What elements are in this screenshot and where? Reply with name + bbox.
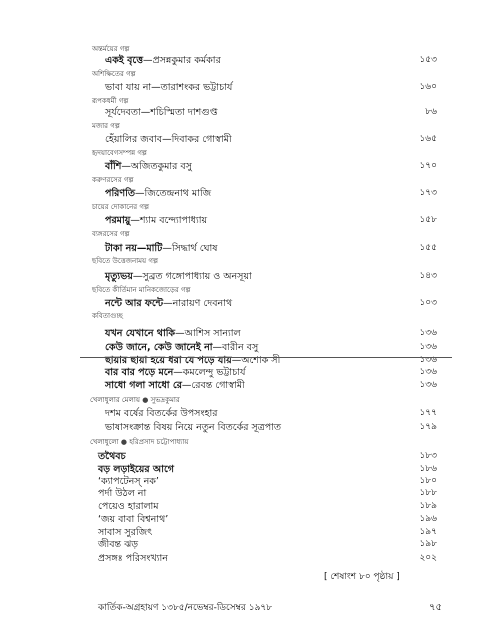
entry-title-bold: সাধো গলা সাধো রে <box>105 380 182 391</box>
entry-title <box>105 189 211 199</box>
entry-title <box>105 299 232 309</box>
section-heading: ছবিতে উত্তেজনাময় গল্প <box>92 257 158 265</box>
entry-title <box>105 216 207 226</box>
entry-author: —অজিতকুমার বসু <box>121 161 192 172</box>
entry-author: ‘ক্যাপটেনস্ নক’ <box>98 476 159 487</box>
entry-title-bold: বাঁশি <box>105 161 122 172</box>
section-heading: রূপকধর্মী গল্প <box>92 97 129 105</box>
entry-title-bold: টাকা নয়—মাটি <box>105 243 163 254</box>
entry-title <box>105 83 232 93</box>
section-heading: অন্তর্ময়ের গল্প <box>92 45 130 53</box>
entry-title <box>105 272 252 282</box>
issue-date: কার্তিক-অগ্রহায়ণ ১৩৮৫/নভেম্বর-ডিসেম্বর ১৯৭৮ <box>98 603 273 613</box>
entry-author: —অশোক সী <box>231 355 281 366</box>
entry-title <box>98 489 146 499</box>
section-heading: খেলাধুলো ● হরিপ্রসাদ চট্টোপাধ্যায় <box>90 438 189 446</box>
entry-page-number: ১৩৬ <box>419 355 437 365</box>
entry-title-bold: মৃত্যুভয় <box>105 271 133 282</box>
entry-page-number: ১৩৬ <box>419 342 437 352</box>
section-heading: করুণরসের গল্প <box>92 176 134 184</box>
entry-page-number: ১৭০ <box>419 161 437 171</box>
entry-author: হেঁয়ালির জবাব—দিবাকর গোস্বামী <box>105 134 232 145</box>
entry-author: প্রসঙ্গঃ পরিসংখ্যান <box>98 553 168 564</box>
entry-title <box>98 540 138 550</box>
entry-title-bold: ছায়ার ছায়া হয়ে ধরা যে পড়ে যায় <box>105 355 232 366</box>
entry-title <box>105 343 258 353</box>
entry-title <box>105 329 241 339</box>
entry-page-number: ১৩৬ <box>419 328 437 338</box>
entry-title <box>105 423 281 433</box>
entry-page-number: ১৫৮ <box>419 215 437 225</box>
entry-page-number: ১৯৭ <box>419 527 437 537</box>
bracket-open: [ <box>324 572 331 582</box>
entry-page-number: ১৬৫ <box>419 134 437 144</box>
section-heading: হৃদয়াবেগসম্পন্ন গল্প <box>92 149 147 157</box>
entry-page-number: ১৮৮ <box>419 488 437 498</box>
entry-author: —সুব্রত গঙ্গোপাধ্যায় ও অনসূয়া <box>132 271 252 282</box>
entry-author: পেয়েও হারালাম <box>98 501 159 512</box>
entry-title <box>105 108 218 118</box>
entry-page-number: ১৮৯ <box>419 501 437 511</box>
folio-number: ৭৫ <box>429 602 442 613</box>
entry-page-number: ১৭৭ <box>419 408 437 418</box>
entry-page-number: ১৯৮ <box>419 539 437 549</box>
continued-text: শেষাংশ ৮০ পৃষ্ঠায় <box>330 572 394 582</box>
section-heading: মজার গল্প <box>92 122 120 130</box>
entry-title <box>98 515 168 525</box>
entry-title-bold: একই বৃত্তে <box>105 55 144 66</box>
entry-author: ভাষাসংক্রান্ত বিষয় নিয়ে নতুন বিতর্কের সূত্রপাত <box>105 422 282 433</box>
entry-title <box>105 244 217 254</box>
entry-author: —প্রসন্নকুমার কর্মকার <box>143 55 221 66</box>
section-heading: ছবিতে কীর্তিমান মানিকজোড়ের গল্প <box>92 286 191 294</box>
entry-page-number: ১৮০ <box>419 476 437 486</box>
entry-page-number: ২০২ <box>419 553 437 563</box>
entry-title-bold: যখন যেখানে থাকি <box>105 328 176 339</box>
entry-page-number: ৮৬ <box>425 107 437 117</box>
entry-page-number: ১৫৩ <box>419 55 437 65</box>
entry-page-number: ১০৩ <box>419 298 437 308</box>
entry-author: —সিদ্ধার্থ ঘোষ <box>162 243 218 254</box>
entry-title <box>105 381 245 391</box>
entry-author: সূর্যদেবতা—শচিস্মিতা দাশগুপ্ত <box>105 107 218 118</box>
continued-note <box>324 569 400 584</box>
entry-title <box>105 368 245 378</box>
entry-title-bold: কেউ জানে, কেউ জানেই না <box>105 342 213 353</box>
entry-title <box>98 554 168 564</box>
entry-title-bold: পরমায়ু <box>105 215 131 226</box>
entry-title-bold: পরিণতি <box>105 188 135 199</box>
entry-title <box>105 162 192 172</box>
entry-page-number: ১৯৬ <box>419 514 437 524</box>
entry-page-number: ১৮৩ <box>419 451 437 461</box>
entry-page-number: ১৭৯ <box>419 422 437 432</box>
bracket-close: ] <box>393 572 400 582</box>
entry-title <box>98 502 159 512</box>
entry-title <box>105 409 218 419</box>
entry-title <box>98 528 152 538</box>
entry-page-number: ১৩৬ <box>419 380 437 390</box>
entry-page-number: ১৮৬ <box>419 464 437 474</box>
entry-author: —রেবন্ত গোস্বামী <box>181 380 245 391</box>
section-rule <box>80 357 452 358</box>
entry-page-number: ১৫৫ <box>419 243 437 253</box>
section-heading: খেলাধুলার মেলায় ● সুভদ্রকুমার <box>90 396 180 404</box>
entry-title-bold: তথৈবচ <box>98 451 126 462</box>
entry-author: —শ্যাম বন্দ্যোপাধ্যায় <box>130 215 208 226</box>
entry-author: —জিতেন্দ্রনাথ মাজি <box>134 188 212 199</box>
section-heading: চায়ের দোকানের গল্প <box>92 203 149 211</box>
entry-author: —কমলেন্দু ভট্টাচার্য <box>173 367 246 378</box>
entry-author: জীবন্ত ঝড় <box>98 539 139 550</box>
entry-title-bold: বার বার পড়ে মনে <box>105 367 174 378</box>
entry-page-number: ১৩৬ <box>419 367 437 377</box>
entry-author: —নারায়ণ দেবনাথ <box>163 298 233 309</box>
entry-title <box>105 56 221 66</box>
entry-page-number: ১৬০ <box>419 82 437 92</box>
entry-title-bold: নন্টে আর ফন্টে <box>105 298 164 309</box>
entry-author: পর্দা উঠল না <box>98 488 147 499</box>
section-heading: ব্যঙ্গরসের গল্প <box>92 230 130 238</box>
entry-author: সাবাস সুরজিৎ <box>98 527 153 538</box>
entry-author: ‘জয় বাবা বিশ্বনাথ’ <box>98 514 169 525</box>
entry-author: দশম বর্ষের বিতর্কের উপসংহার <box>105 408 218 419</box>
entry-title <box>98 477 159 487</box>
entry-page-number: ১৪৩ <box>419 271 437 281</box>
section-heading: কবিতাগুচ্ছ <box>92 312 123 320</box>
entry-author: —বারীন বসু <box>212 342 259 353</box>
entry-title <box>105 135 232 145</box>
section-heading: অশিক্ষিতের গল্প <box>92 70 136 78</box>
entry-title-bold: বড় লড়াইয়ের আগে <box>98 464 175 475</box>
entry-author: ভাবা যায় না—তারাশংকর ভট্টাচার্য <box>105 82 233 93</box>
entry-page-number: ১৭৩ <box>419 188 437 198</box>
entry-title <box>98 465 174 475</box>
entry-title <box>98 452 126 462</box>
entry-author: —আশিস সান্যাল <box>175 328 241 339</box>
